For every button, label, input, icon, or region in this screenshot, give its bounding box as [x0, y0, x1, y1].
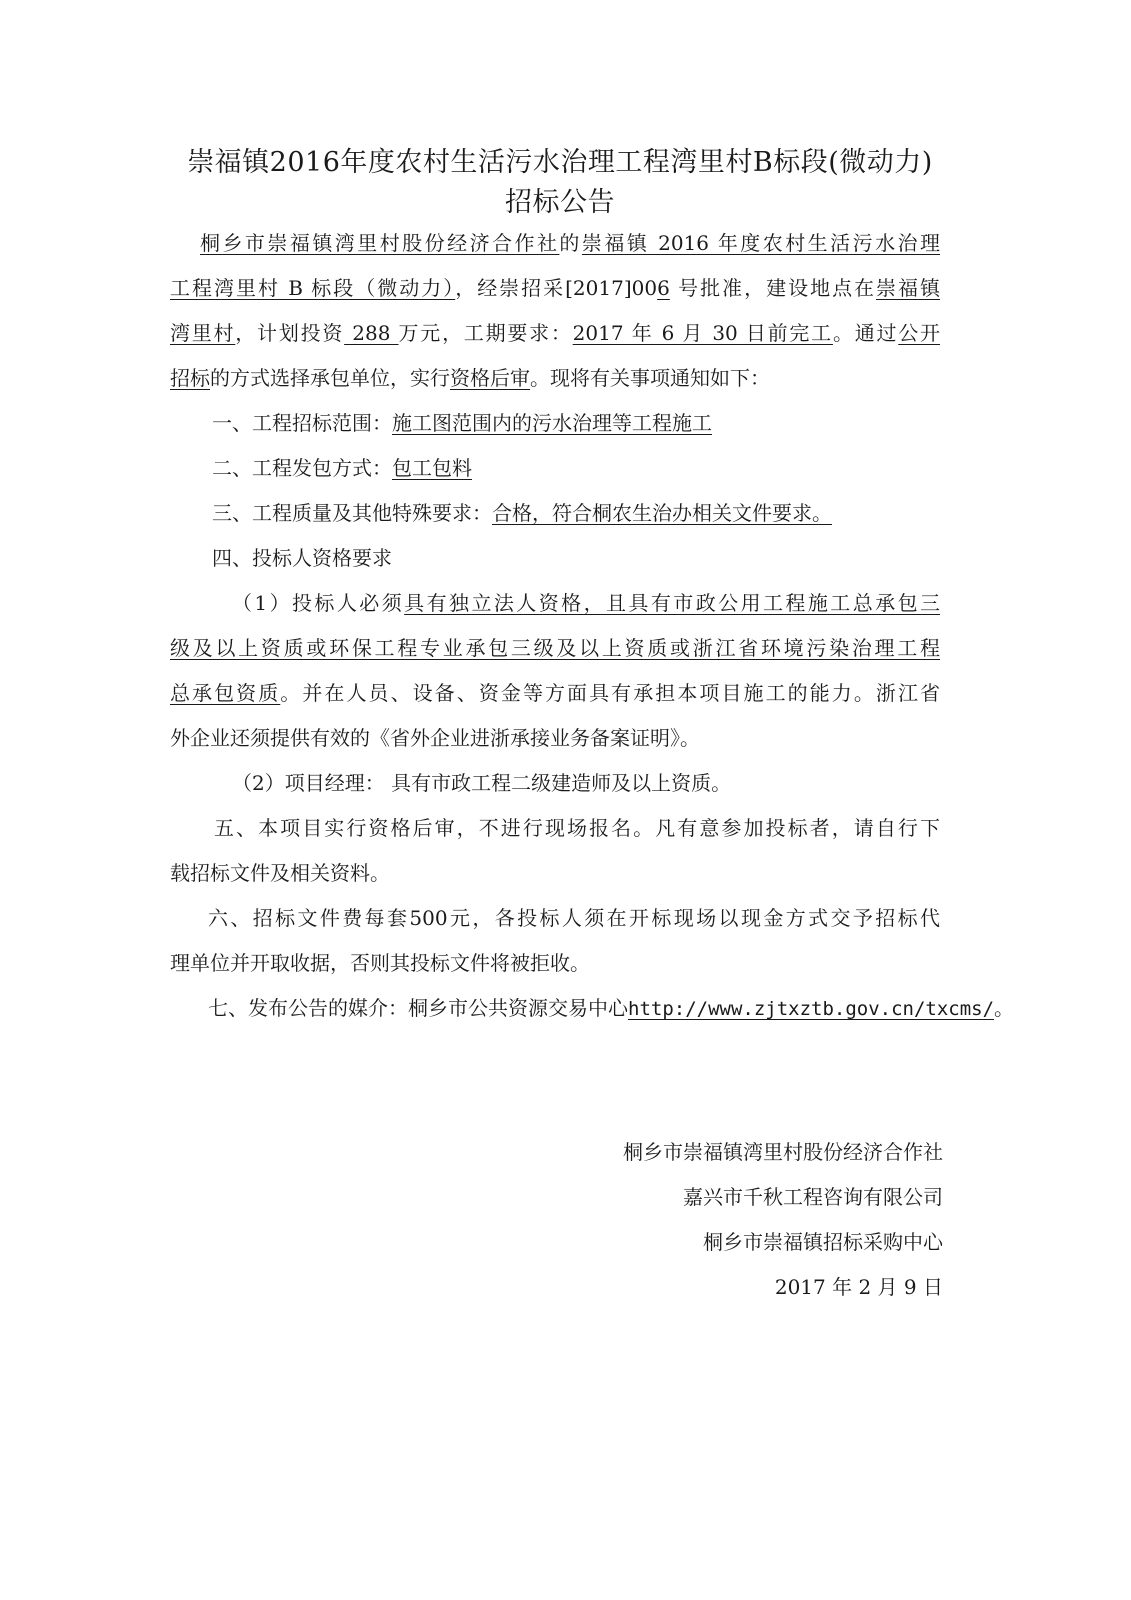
section-4-1-line-1: （1）投标人必须具有独立法人资格，且具有市政公用工程施工总承包三 — [232, 591, 940, 615]
tender-method: 招标 — [170, 366, 210, 390]
section-7: 七、发布公告的媒介：桐乡市公共资源交易中心http://www.zjtxztb.gov.cn/txcms/。 — [208, 996, 1015, 1020]
site-name: 崇福镇 — [876, 276, 941, 300]
doc-title-line-2: 招标公告 — [505, 187, 615, 218]
section-4-heading: 四、投标人资格要求 — [212, 546, 392, 570]
section-1: 一、工程招标范围：施工图范围内的污水治理等工程施工 — [212, 411, 712, 435]
section-3: 三、工程质量及其他特殊要求：合格，符合桐农生治办相关文件要求。 — [212, 501, 832, 525]
signature-org-1: 桐乡市崇福镇湾里村股份经济合作社 — [623, 1140, 943, 1164]
section-2: 二、工程发包方式：包工包料 — [212, 456, 472, 480]
signature-org-3: 桐乡市崇福镇招标采购中心 — [703, 1230, 943, 1254]
intro-line-4: 招标的方式选择承包单位，实行资格后审。现将有关事项通知如下： — [170, 366, 770, 390]
intro-line-1: 桐乡市崇福镇湾里村股份经济合作社的崇福镇 2016 年度农村生活污水治理 — [200, 231, 940, 255]
doc-title-line-1: 崇福镇2016年度农村生活污水治理工程湾里村B标段(微动力) — [187, 147, 933, 178]
section-6-line-2: 理单位并开取收据，否则其投标文件将被拒收。 — [170, 951, 590, 975]
section-4-1-line-4: 外企业还须提供有效的《省外企业进浙承接业务备案证明》。 — [170, 726, 700, 750]
completion-deadline: 2017 年 6 月 30 日前完工 — [572, 321, 833, 345]
project-name: 崇福镇 2016 年度农村生活污水治理 — [581, 231, 940, 255]
section-5-line-2: 载招标文件及相关资料。 — [170, 861, 390, 885]
media-url-link[interactable]: http://www.zjtxztb.gov.cn/txcms/ — [628, 998, 995, 1020]
intro-line-2: 工程湾里村 B 标段（微动力），经崇招采[2017]006 号批准，建设地点在崇福镇 — [170, 276, 941, 300]
investment-amount: 288 — [344, 321, 399, 345]
section-6-line-1: 六、招标文件费每套500元，各投标人须在开标现场以现金方式交予招标代 — [208, 906, 940, 930]
intro-line-3: 湾里村，计划投资 288 万元，工期要求：2017 年 6 月 30 日前完工。通过公开 — [170, 321, 941, 345]
signature-org-2: 嘉兴市千秋工程咨询有限公司 — [683, 1185, 943, 1209]
section-5-line-1: 五、本项目实行资格后审，不进行现场报名。凡有意参加投标者，请自行下 — [214, 816, 940, 840]
signature-date: 2017 年 2 月 9 日 — [774, 1275, 943, 1299]
section-4-1-line-3: 总承包资质。并在人员、设备、资金等方面具有承担本项目施工的能力。浙江省 — [170, 681, 941, 705]
review-method: 资格后审 — [450, 366, 530, 390]
section-4-1-line-2: 级及以上资质或环保工程专业承包三级及以上资质或浙江省环境污染治理工程 — [170, 636, 940, 660]
section-4-2: （2）项目经理： 具有市政工程二级建造师及以上资质。 — [232, 771, 732, 795]
owner-name: 桐乡市崇福镇湾里村股份经济合作社 — [200, 231, 560, 255]
